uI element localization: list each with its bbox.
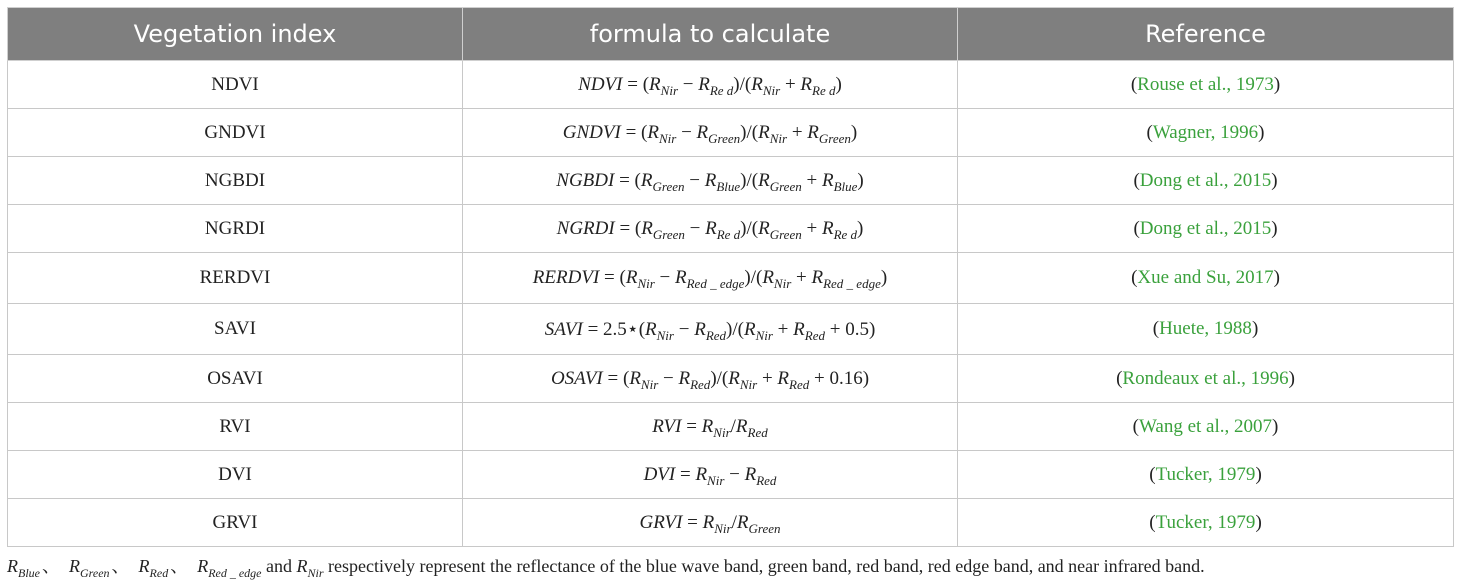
reflectance-symbol: $R_{Red}$ <box>793 318 825 343</box>
reflectance-subscript: Nir <box>660 82 678 98</box>
reflectance-subscript: Nir <box>656 327 674 343</box>
formula-operator: − <box>673 318 695 340</box>
reflectance-subscript: Nir <box>769 130 788 146</box>
cell-reference <box>958 109 1454 157</box>
cell-vegetation-index: NDVI <box>8 61 463 109</box>
formula-number: 0.5 <box>845 318 869 340</box>
table-row <box>8 304 1454 355</box>
reference-link[interactable]: Wang et al., 2007 <box>1138 415 1273 437</box>
reference-link[interactable]: Dong et al., 2015 <box>1139 169 1272 191</box>
reflectance-subscript: Green <box>769 178 802 194</box>
formula-operator: )/( <box>740 121 759 143</box>
table-row <box>8 499 1454 547</box>
reflectance-symbol: $R_{Re d}$ <box>821 217 858 242</box>
reflectance-symbol: $R_{Nir}$ <box>751 73 781 98</box>
reflectance-subscript: Red <box>690 376 711 392</box>
cell-vegetation-index: SAVI <box>8 304 463 355</box>
cell-vegetation-index: RVI <box>8 403 463 451</box>
formula <box>643 463 777 488</box>
cell-vegetation-index: RERDVI <box>8 253 463 304</box>
reflectance-subscript: Nir <box>755 327 773 343</box>
cell-formula <box>463 499 958 547</box>
formula-lhs: OSAVI <box>550 367 603 389</box>
cell-formula <box>463 61 958 109</box>
reflectance-symbol: $R_{Green}$ <box>807 121 851 146</box>
formula-operator: / <box>731 511 737 533</box>
footnote-separator: 、 <box>42 556 60 576</box>
reflectance-subscript: Red <box>747 424 768 440</box>
cell-vegetation-index: GNDVI <box>8 109 463 157</box>
reflectance-symbol: $R_{Green}$ <box>758 169 802 194</box>
footnote-subscript: Green <box>80 566 110 580</box>
formula-operator: + <box>824 318 846 340</box>
cell-reference <box>958 61 1454 109</box>
formula-operator: + <box>787 121 808 143</box>
cell-formula <box>463 451 958 499</box>
paren-open: ( <box>1132 415 1139 437</box>
formula <box>556 217 864 242</box>
formula-lhs: RERDVI <box>532 267 600 288</box>
cell-vegetation-index: NGBDI <box>8 157 463 205</box>
cell-formula <box>463 157 958 205</box>
cell-reference <box>958 499 1454 547</box>
table-body <box>8 61 1454 547</box>
reference-link[interactable]: Tucker, 1979 <box>1155 511 1256 533</box>
reflectance-subscript: Nir <box>640 376 659 392</box>
reflectance-symbol: $R_{Nir}$ <box>758 121 788 146</box>
reflectance-subscript: Green <box>652 226 685 242</box>
formula-operator: / <box>730 415 736 437</box>
table-row <box>8 205 1454 253</box>
cell-formula <box>463 355 958 403</box>
reflectance-subscript: Green <box>748 520 781 536</box>
reflectance-symbol: $R_{Nir}$ <box>647 121 677 146</box>
table-row <box>8 355 1454 403</box>
header-row <box>8 8 1454 61</box>
reflectance-subscript: Green <box>652 178 685 194</box>
table-container <box>7 7 1453 547</box>
reflectance-subscript: Nir <box>714 520 732 536</box>
reflectance-symbol: $R_{Nir}$ <box>702 511 732 536</box>
reflectance-subscript: Blue <box>716 178 741 194</box>
cell-reference <box>958 403 1454 451</box>
formula-operator: )/( <box>726 318 744 340</box>
table-row <box>8 253 1454 304</box>
paren-open: ( <box>1116 367 1123 389</box>
footnote-separator: 、 <box>111 556 130 576</box>
cell-reference <box>958 157 1454 205</box>
reflectance-symbol: $R_{Nir}$ <box>762 267 792 291</box>
formula-operator: = ( <box>620 121 648 143</box>
formula-number: 0.16 <box>829 367 863 389</box>
reflectance-subscript: Re d <box>709 82 734 98</box>
formula-operator: + <box>772 318 794 340</box>
reflectance-subscript: Re d <box>812 82 836 98</box>
formula-operator: = <box>582 318 604 340</box>
cell-formula <box>463 403 958 451</box>
cell-formula <box>463 304 958 355</box>
reflectance-symbol: $R_{Red \_ edge}$ <box>675 267 745 291</box>
reflectance-symbol: $R_{Nir}$ <box>728 367 758 392</box>
reflectance-subscript: Nir <box>707 472 725 488</box>
formula-operator: − <box>654 267 675 288</box>
formula <box>562 121 858 146</box>
paren-close: ) <box>1255 463 1262 485</box>
cell-vegetation-index: OSAVI <box>8 355 463 403</box>
formula-operator: = ( <box>614 217 642 239</box>
reflectance-symbol: $R_{Red}$ <box>678 367 711 392</box>
formula-operator: = ( <box>602 367 630 389</box>
reflectance-subscript: Blue <box>833 178 858 194</box>
table-row <box>8 109 1454 157</box>
reflectance-symbol: $R_{Red}$ <box>694 318 727 343</box>
cell-reference <box>958 355 1454 403</box>
paren-open: ( <box>1130 73 1138 95</box>
formula-lhs: NGRDI <box>556 217 615 239</box>
formula-operator: )/( <box>733 73 752 95</box>
reflectance-subscript: Re d <box>716 226 741 242</box>
footnote-symbol: $R_{Red}$ <box>138 556 169 580</box>
paren-close: ) <box>1272 415 1279 437</box>
formula-operator: ) <box>868 318 876 340</box>
paren-open: ( <box>1152 318 1160 339</box>
table-row <box>8 61 1454 109</box>
reflectance-symbol: $R_{Re d}$ <box>705 217 741 242</box>
cell-vegetation-index: NGRDI <box>8 205 463 253</box>
table-footnote <box>7 552 1453 578</box>
table-header <box>8 8 1454 61</box>
formula-operator: )/( <box>740 217 759 239</box>
reference-link[interactable]: Tucker, 1979 <box>1155 463 1256 485</box>
cell-reference <box>958 205 1454 253</box>
reflectance-subscript: Red _ edge <box>823 276 881 291</box>
paren-close: ) <box>1273 267 1280 288</box>
formula-lhs: RVI <box>652 415 682 437</box>
formula-operator: + <box>809 367 830 389</box>
reflectance-subscript: Green <box>818 130 851 146</box>
cell-vegetation-index: GRVI <box>8 499 463 547</box>
reflectance-subscript: Nir <box>637 276 655 291</box>
paren-open: ( <box>1149 511 1156 533</box>
paren-open: ( <box>1133 217 1140 239</box>
reflectance-symbol: $R_{Green}$ <box>758 217 802 242</box>
table-row <box>8 157 1454 205</box>
paren-close: ) <box>1258 121 1265 143</box>
formula-operator: − <box>684 169 705 191</box>
footnote-symbol: $R_{Red \_ edge}$ <box>197 556 262 580</box>
reflectance-symbol: $R_{Red}$ <box>777 367 810 392</box>
reflectance-subscript: Red <box>705 327 727 343</box>
formula-operator: ) <box>862 367 870 389</box>
formula-operator: + <box>780 73 801 95</box>
cell-reference <box>958 304 1454 355</box>
reflectance-symbol: $R_{Green}$ <box>696 121 741 146</box>
formula-lhs: GRVI <box>639 511 683 533</box>
formula-operator: = ( <box>599 267 626 288</box>
reflectance-symbol: $R_{Red \_ edge}$ <box>811 267 881 291</box>
footnote-symbol: $R_{Nir}$ <box>296 556 324 580</box>
formula-operator: = <box>675 463 696 485</box>
formula-operator: ) <box>850 121 858 143</box>
formula-lhs: NGBDI <box>556 169 615 191</box>
reflectance-subscript: Nir <box>773 276 792 291</box>
formula-lhs: DVI <box>643 463 676 485</box>
formula-operator: )/( <box>710 367 729 389</box>
paren-open: ( <box>1149 463 1156 485</box>
formula <box>550 367 870 392</box>
cell-formula <box>463 253 958 304</box>
reflectance-symbol: $R_{Red}$ <box>744 463 777 488</box>
paren-close: ) <box>1255 511 1262 533</box>
formula-operator: + <box>801 217 822 239</box>
cell-formula <box>463 109 958 157</box>
formula-operator: ) <box>880 267 888 288</box>
vegetation-index-table <box>7 7 1454 547</box>
reflectance-symbol: $R_{Nir}$ <box>695 463 725 488</box>
formula <box>639 511 781 536</box>
reference-link[interactable]: Dong et al., 2015 <box>1139 217 1272 239</box>
reflectance-symbol: $R_{Green}$ <box>736 511 781 536</box>
formula-lhs: GNDVI <box>562 121 621 143</box>
paren-close: ) <box>1271 169 1278 191</box>
formula-operator: + <box>791 267 812 288</box>
reflectance-symbol: $R_{Nir}$ <box>625 267 655 291</box>
formula-operator: = <box>682 511 703 533</box>
paren-open: ( <box>1133 169 1140 191</box>
footnote-connector: and <box>261 556 297 576</box>
header-reference: Reference <box>958 8 1454 61</box>
footnote-symbol: $R_{Blue}$ <box>7 556 40 580</box>
formula-operator: = ( <box>622 73 650 95</box>
reflectance-symbol: $R_{Green}$ <box>640 169 685 194</box>
reflectance-symbol: $R_{Nir}$ <box>701 415 731 440</box>
formula-operator: = <box>681 415 702 437</box>
footnote-separator: 、 <box>170 556 189 576</box>
reference-link[interactable]: Rondeaux et al., 1996 <box>1122 367 1289 389</box>
reflectance-subscript: Re d <box>833 226 858 242</box>
reference-link[interactable]: Rouse et al., 1973 <box>1137 73 1274 95</box>
reflectance-symbol: $R_{Red}$ <box>735 415 768 440</box>
reflectance-symbol: $R_{Blue}$ <box>704 169 741 194</box>
table-row <box>8 451 1454 499</box>
reflectance-subscript: Red <box>756 472 777 488</box>
header-vegetation-index: Vegetation index <box>8 8 463 61</box>
reflectance-symbol: $R_{Blue}$ <box>821 169 858 194</box>
formula-operator: ) <box>835 73 842 95</box>
reflectance-symbol: $R_{Re d}$ <box>698 73 734 98</box>
reflectance-subscript: Nir <box>739 376 758 392</box>
cell-formula <box>463 205 958 253</box>
paren-close: ) <box>1251 318 1259 339</box>
reflectance-symbol: $R_{Nir}$ <box>743 318 773 343</box>
reflectance-subscript: Nir <box>658 130 677 146</box>
reflectance-symbol: $R_{Re d}$ <box>800 73 836 98</box>
footnote-subscript: Nir <box>307 566 324 580</box>
reflectance-symbol: $R_{Nir}$ <box>645 318 674 343</box>
formula-operator: ) <box>857 169 864 191</box>
formula-lhs: SAVI <box>544 318 583 340</box>
paren-close: ) <box>1288 367 1295 389</box>
footnote-symbol: $R_{Green}$ <box>69 556 110 580</box>
formula-operator: + <box>757 367 778 389</box>
formula-operator: ⋆( <box>626 318 646 340</box>
reflectance-subscript: Green <box>708 130 741 146</box>
reference-link[interactable]: Huete, 1988 <box>1159 318 1252 339</box>
footnote-subscript: Red _ edge <box>208 566 262 580</box>
formula-operator: − <box>676 121 697 143</box>
formula-operator: − <box>724 463 745 485</box>
formula-operator: − <box>658 367 679 389</box>
paren-close: ) <box>1271 217 1278 239</box>
formula <box>532 267 888 291</box>
reflectance-symbol: $R_{Green}$ <box>641 217 685 242</box>
cell-reference <box>958 253 1454 304</box>
reflectance-subscript: Green <box>769 226 802 242</box>
paren-close: ) <box>1273 73 1281 95</box>
table-row <box>8 403 1454 451</box>
formula-operator: − <box>678 73 699 95</box>
formula-operator: + <box>801 169 822 191</box>
formula <box>652 415 768 440</box>
formula <box>544 318 876 343</box>
formula-operator: = ( <box>614 169 641 191</box>
reference-link[interactable]: Xue and Su, 2017 <box>1137 267 1274 288</box>
header-formula: formula to calculate <box>463 8 958 61</box>
cell-reference <box>958 451 1454 499</box>
formula-number: 2.5 <box>603 318 627 340</box>
reflectance-subscript: Red <box>804 327 825 343</box>
reflectance-symbol: $R_{Nir}$ <box>649 73 678 98</box>
reflectance-subscript: Red _ edge <box>686 276 745 291</box>
formula <box>578 73 842 98</box>
footnote-text: respectively represent the reflectance of the blue wave band, green band, red band, red edge band, and near infrared band. <box>323 556 1205 576</box>
footnote-subscript: Red <box>149 566 169 580</box>
formula-lhs: NDVI <box>578 73 623 95</box>
footnote-subscript: Blue <box>18 566 40 580</box>
reflectance-symbol: $R_{Nir}$ <box>629 367 659 392</box>
paren-open: ( <box>1131 267 1138 288</box>
cell-vegetation-index: DVI <box>8 451 463 499</box>
formula <box>556 169 864 194</box>
reflectance-subscript: Nir <box>713 424 731 440</box>
paren-open: ( <box>1146 121 1153 143</box>
reflectance-subscript: Nir <box>762 82 781 98</box>
formula-operator: ) <box>857 217 864 239</box>
formula-operator: )/( <box>744 267 763 288</box>
formula-operator: − <box>684 217 706 239</box>
formula-operator: )/( <box>740 169 759 191</box>
reflectance-subscript: Red <box>789 376 810 392</box>
reference-link[interactable]: Wagner, 1996 <box>1152 121 1259 143</box>
